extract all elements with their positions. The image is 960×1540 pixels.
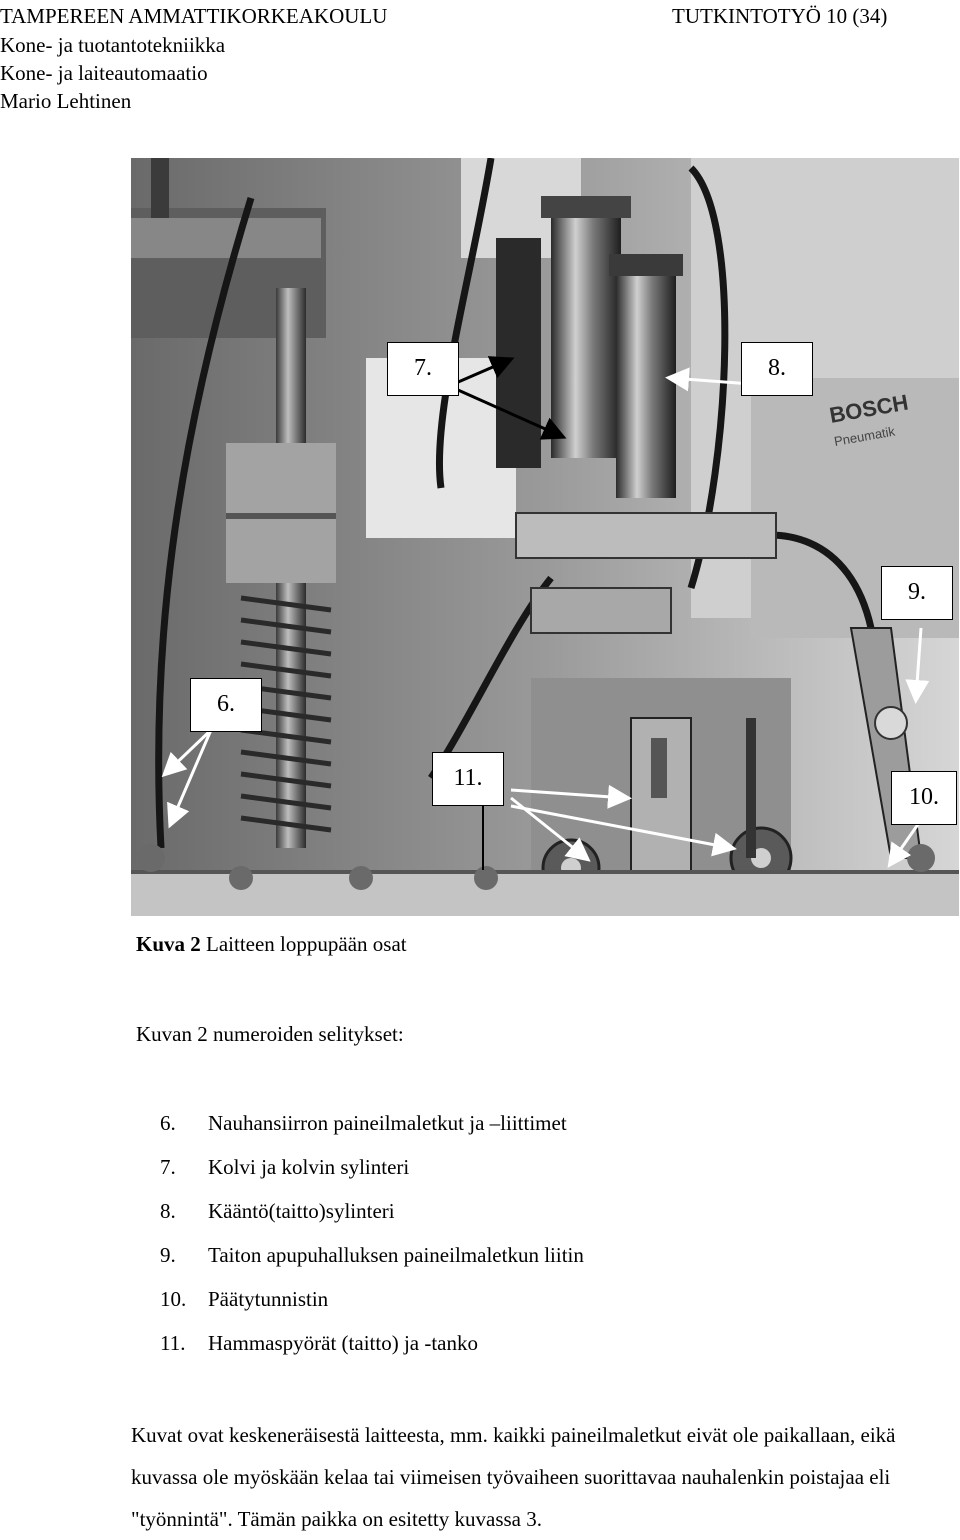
photo-brand-subtext: Pneumatik	[832, 423, 897, 449]
caption-label: Kuva 2	[136, 932, 201, 956]
item-number: 9.	[160, 1243, 176, 1267]
machine-photo	[131, 158, 959, 916]
list-item	[160, 1240, 584, 1284]
item-text: Kääntö(taitto)sylinteri	[208, 1199, 395, 1223]
legend-list	[160, 1108, 584, 1372]
caption-text: Laitteen loppupään osat	[206, 932, 407, 956]
body-paragraph: Kuvat ovat keskeneräisestä laitteesta, mm. kaikki paineilmaletkut eivät ole paikallaan, eikä kuvassa ole myöskään kelaa tai viimeisen työvaiheen suorittavaa nauhalenkin poistajaa eli "työnnintä". Tämän paikka on esitetty kuvassa 3.	[131, 1423, 896, 1531]
item-text: Hammaspyörät (taitto) ja -tanko	[208, 1331, 478, 1355]
callout-11: 11.	[432, 752, 504, 806]
page-number: 10 (34)	[826, 4, 888, 28]
author: Mario Lehtinen	[0, 89, 132, 113]
list-item	[160, 1328, 584, 1372]
callout-8: 8.	[741, 342, 813, 396]
figure-caption	[136, 932, 407, 957]
legend-heading: Kuvan 2 numeroiden selitykset:	[136, 1022, 404, 1046]
callout-6: 6.	[190, 678, 262, 732]
doc-type-label: TUTKINTOTYÖ	[672, 4, 821, 28]
item-number: 8.	[160, 1199, 176, 1223]
photo-drawing	[131, 158, 959, 916]
item-text: Päätytunnistin	[208, 1287, 329, 1311]
list-item	[160, 1108, 584, 1152]
item-number: 11.	[160, 1331, 186, 1355]
callout-10: 10.	[891, 771, 957, 825]
item-text: Taiton apupuhalluksen paineilmaletkun liitin	[208, 1243, 584, 1267]
item-number: 7.	[160, 1155, 176, 1179]
list-item	[160, 1196, 584, 1240]
list-item	[160, 1152, 584, 1196]
item-text: Kolvi ja kolvin sylinteri	[208, 1155, 410, 1179]
callout-7: 7.	[387, 342, 459, 396]
item-number: 6.	[160, 1111, 176, 1135]
photo-brand-text: BOSCH	[827, 389, 911, 428]
department: Kone- ja tuotantotekniikka	[0, 33, 226, 57]
specialization: Kone- ja laiteautomaatio	[0, 61, 208, 85]
callout-9: 9.	[881, 566, 953, 620]
item-text: Nauhansiirron paineilmaletkut ja –liittimet	[208, 1111, 567, 1135]
list-item	[160, 1284, 584, 1328]
document-type	[672, 2, 887, 30]
institution-name: TAMPEREEN AMMATTIKORKEAKOULU	[0, 4, 388, 28]
item-number: 10.	[160, 1287, 187, 1311]
